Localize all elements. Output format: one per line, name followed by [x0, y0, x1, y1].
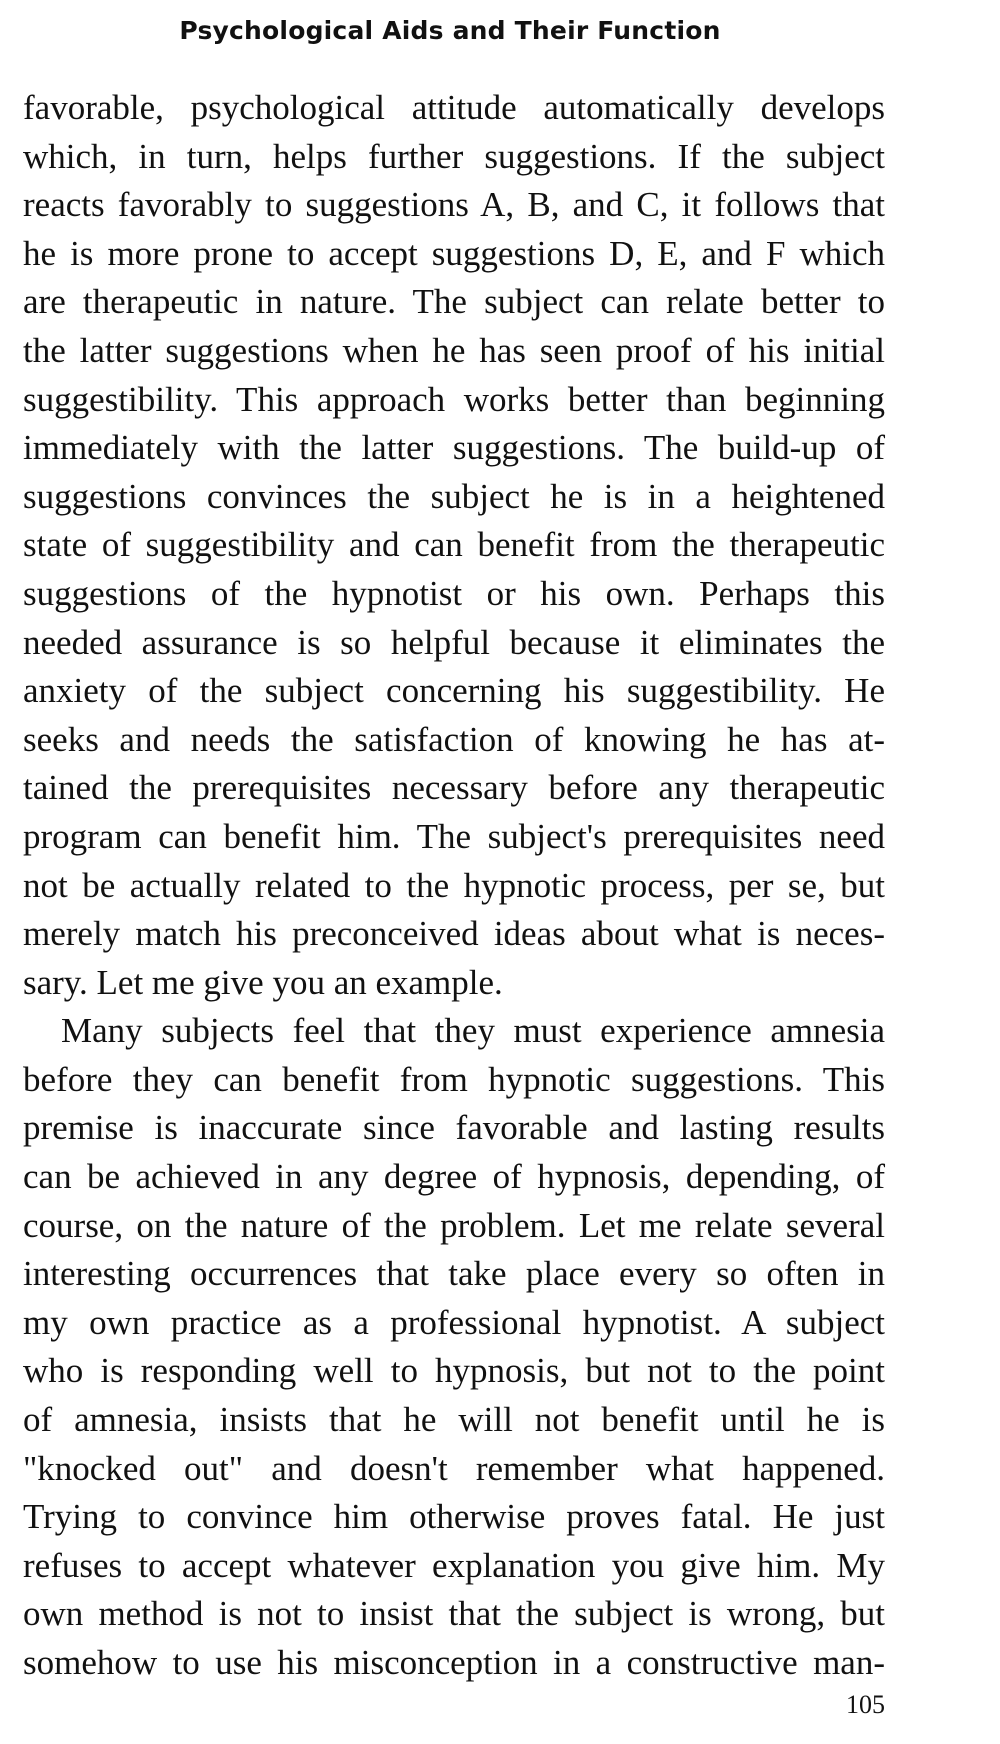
text-line: Trying to convince him otherwise proves fatal. He just [23, 1497, 885, 1537]
page-number: 105 [846, 1690, 885, 1719]
text-line: of amnesia, insists that he will not benefit until he is [23, 1400, 885, 1440]
text-line: suggestions of the hypnotist or his own. Perhaps this [23, 573, 885, 613]
text-line: immediately with the latter suggestions. The build-up of [23, 428, 885, 468]
paragraph [23, 1007, 885, 1687]
body-text [23, 84, 885, 1688]
text-line: suggestions convinces the subject he is in a heightened [23, 476, 885, 516]
text-line: can be achieved in any degree of hypnosis, depending, of [23, 1157, 885, 1197]
text-line: own method is not to insist that the subject is wrong, but [23, 1594, 885, 1634]
text-line: "knocked out" and doesn't remember what happened. [23, 1448, 885, 1488]
text-line: before they can benefit from hypnotic suggestions. This [23, 1059, 885, 1099]
paragraph [23, 84, 885, 1007]
text-line: which, in turn, helps further suggestions. If the subject [23, 136, 885, 176]
text-line: my own practice as a professional hypnotist. A subject [23, 1302, 885, 1342]
text-line: suggestibility. This approach works better than beginning [23, 379, 885, 419]
text-line: Many subjects feel that they must experience amnesia [61, 1011, 885, 1051]
text-line: state of suggestibility and can benefit from the therapeutic [23, 525, 885, 565]
text-line: who is responding well to hypnosis, but not to the point [23, 1351, 885, 1391]
text-line: somehow to use his misconception in a constructive man- [23, 1643, 885, 1682]
text-line: seeks and needs the satisfaction of knowing he has at- [23, 719, 885, 759]
text-line: refuses to accept whatever explanation you give him. My [23, 1545, 885, 1585]
text-line: anxiety of the subject concerning his suggestibility. He [23, 671, 885, 711]
text-line: are therapeutic in nature. The subject can relate better to [23, 282, 885, 322]
text-line: favorable, psychological attitude automatically develops [23, 88, 885, 127]
running-head: Psychological Aids and Their Function [179, 16, 721, 45]
text-line: the latter suggestions when he has seen proof of his initial [23, 330, 885, 370]
text-line: sary. Let me give you an example. [23, 962, 503, 1002]
text-line: tained the prerequisites necessary before any therapeutic [23, 768, 885, 808]
text-line: reacts favorably to suggestions A, B, and C, it follows that [23, 185, 885, 225]
text-line: merely match his preconceived ideas about what is neces- [23, 914, 885, 954]
text-line: needed assurance is so helpful because it eliminates the [23, 622, 885, 662]
text-line: premise is inaccurate since favorable and lasting results [23, 1108, 885, 1148]
text-line: he is more prone to accept suggestions D, E, and F which [23, 233, 885, 273]
text-line: interesting occurrences that take place every so often in [23, 1254, 885, 1294]
text-line: not be actually related to the hypnotic process, per se, but [23, 865, 885, 905]
text-line: course, on the nature of the problem. Let me relate several [23, 1205, 885, 1245]
text-line: program can benefit him. The subject's prerequisites need [23, 816, 885, 856]
